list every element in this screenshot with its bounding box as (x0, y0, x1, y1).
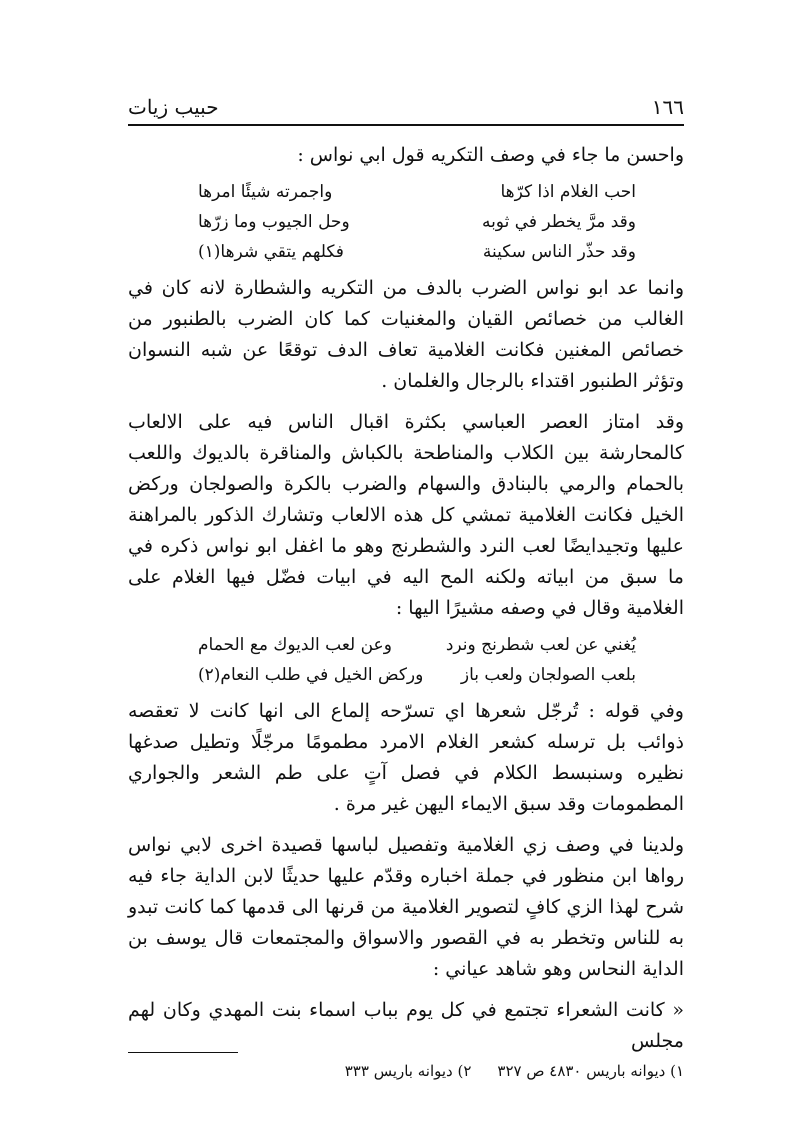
running-header (128, 92, 684, 122)
verse-first-hemistich: وقد مرَّ يخطر في ثوبه (481, 212, 636, 232)
verse-second-hemistich: وعن لعب الديوك مع الحمام (198, 635, 392, 655)
body-text (128, 140, 684, 1057)
verse-second-hemistich: فكلهم يتقي شرها(١) (198, 242, 344, 262)
paragraph: وانما عد ابو نواس الضرب بالدف من التكريه والشطارة لانه كان في الغالب من خصائص القيان والمغنيات كما كان الضرب بالطنبور من خصائص المغنين فكانت الغلامية تعاف الدف توقعًا عن شبه النسوان وتؤثر الطنبور اقتداء بالرجال والغلمان . (128, 277, 684, 392)
page-number: ١٦٦ (651, 95, 684, 119)
verse-first-hemistich: وقد حذّر الناس سكينة (482, 242, 636, 262)
spacer (128, 985, 684, 995)
verse-second-hemistich: وحل الجيوب وما زرّها (198, 212, 350, 232)
spacer (128, 820, 684, 830)
paragraph: ولدينا في وصف زي الغلامية وتفصيل لباسها قصيدة اخرى لابي نواس رواها ابن منظور في جملة اخباره وقدّم عليها حديثًا لابن الداية جاء فيه شرح لهذا الزي كافٍ لتصوير الغلامية من قرنها الى قدمها كما كانت تبدو به للناس وتخطر به في القصور والاسواق والمجتمعات قال يوسف بن الداية النحاس وهو شاهد عياني : (128, 834, 684, 980)
verse-second-hemistich: وركض الخيل في طلب النعام(٢) (198, 665, 424, 685)
footnotes (128, 1062, 684, 1080)
verse-second-hemistich: واجمرته شيئًا امرها (198, 182, 333, 202)
verse-line (128, 177, 684, 207)
footnote-2: ٢) ديوانه باريس ٣٣٣ (344, 1062, 472, 1080)
paragraph: وقد امتاز العصر العباسي بكثرة اقبال الناس فيه على الالعاب كالمحارشة بين الكلاب والمناطحة بالكباش والمناقرة بالديوك واللعب بالحمام والرمي بالبنادق والسهام والضرب بالكرة والصولجان وركض الخيل فكانت الغلامية تمشي كل هذه الالعاب وتشارك الذكور بالمراهنة عليها وتجيدايضًا لعب النرد والشطرنج وهو ما اغفل ابو نواس ذكره في ما سبق من ابياته ولكنه المح اليه في ابيات فضّل فيها الغلام على الغلامية وقال في وصفه مشيرًا اليها : (128, 411, 684, 619)
verse-line (128, 207, 684, 237)
verse-first-hemistich: بلعب الصولجان ولعب باز (460, 665, 636, 685)
running-title: حبيب زيات (128, 95, 219, 119)
verse-line (128, 660, 684, 690)
paragraph: وفي قوله : تُرجّل شعرها اي تسرّحه إلماع الى انها كانت لا تعقصه ذوائب بل ترسله كشعر الغلام الامرد مطمومًا مرجّلًا وتطيل صدغها نظيره وسنبسط الكلام في فصل آتٍ على طم الشعر والجواري المطمومات وقد سبق الايماء اليهن غير مرة . (128, 700, 684, 815)
verse-first-hemistich: احب الغلام اذا كرّها (500, 182, 636, 202)
verse-line (128, 630, 684, 660)
footnote-1: ١) ديوانه باريس ٤٨٣٠ ص ٣٢٧ (497, 1062, 684, 1080)
verse-first-hemistich: يُغني عن لعب شطرنج ونرد (445, 635, 636, 655)
header-rule (128, 124, 684, 126)
paragraph: واحسن ما جاء في وصف التكريه قول ابي نواس : (297, 144, 684, 166)
paragraph: « كانت الشعراء تجتمع في كل يوم بباب اسماء بنت المهدي وكان لهم مجلس (128, 999, 684, 1052)
footnote-rule (128, 1052, 238, 1053)
spacer (128, 397, 684, 407)
verse-line (128, 237, 684, 267)
